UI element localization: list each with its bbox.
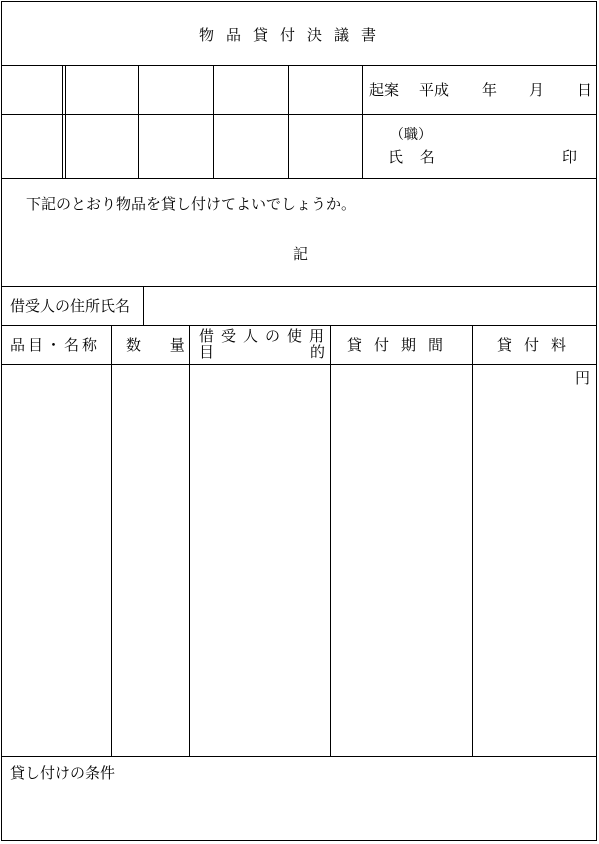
divider (111, 325, 112, 756)
divider (2, 286, 596, 287)
loan-resolution-form (1, 1, 597, 841)
divider (330, 325, 331, 756)
year-label: 年 (482, 81, 498, 99)
divider (2, 65, 596, 66)
col-item-name: 品目・名称 (10, 336, 101, 354)
col-purpose-line2b: 的 (310, 343, 326, 361)
divider (472, 325, 473, 756)
conditions-label: 貸し付けの条件 (10, 764, 116, 782)
divider (189, 325, 190, 756)
divider (2, 325, 596, 326)
draft-label: 起案 (369, 81, 400, 99)
seal-label: 印 (562, 148, 578, 166)
divider (2, 364, 596, 365)
divider (65, 65, 66, 178)
day-label: 日 (577, 81, 593, 99)
col-purpose-line2a: 目 (199, 343, 215, 361)
divider (213, 65, 214, 178)
divider (362, 65, 363, 178)
intro-text: 下記のとおり物品を貸し付けてよいでしょうか。 (26, 195, 357, 213)
month-label: 月 (529, 81, 545, 99)
divider (143, 286, 144, 325)
col-fee: 貸付料 (497, 336, 579, 354)
era-label: 平成 (419, 81, 450, 99)
divider (2, 114, 596, 115)
col-purpose-line1: 借受人の使用 (199, 327, 332, 345)
position-label: （職） (390, 127, 432, 143)
document-title: 物品貸付決議書 (199, 26, 389, 44)
divider (288, 65, 289, 178)
col-period: 貸付期間 (347, 336, 456, 354)
ki-label: 記 (293, 245, 309, 263)
divider (2, 178, 596, 179)
divider (62, 65, 63, 178)
yen-unit: 円 (575, 369, 591, 387)
name-label: 氏 名 (388, 148, 441, 166)
divider (138, 65, 139, 178)
col-quantity: 数 量 (126, 336, 197, 354)
divider (2, 756, 596, 757)
borrower-label: 借受人の住所氏名 (10, 297, 131, 315)
